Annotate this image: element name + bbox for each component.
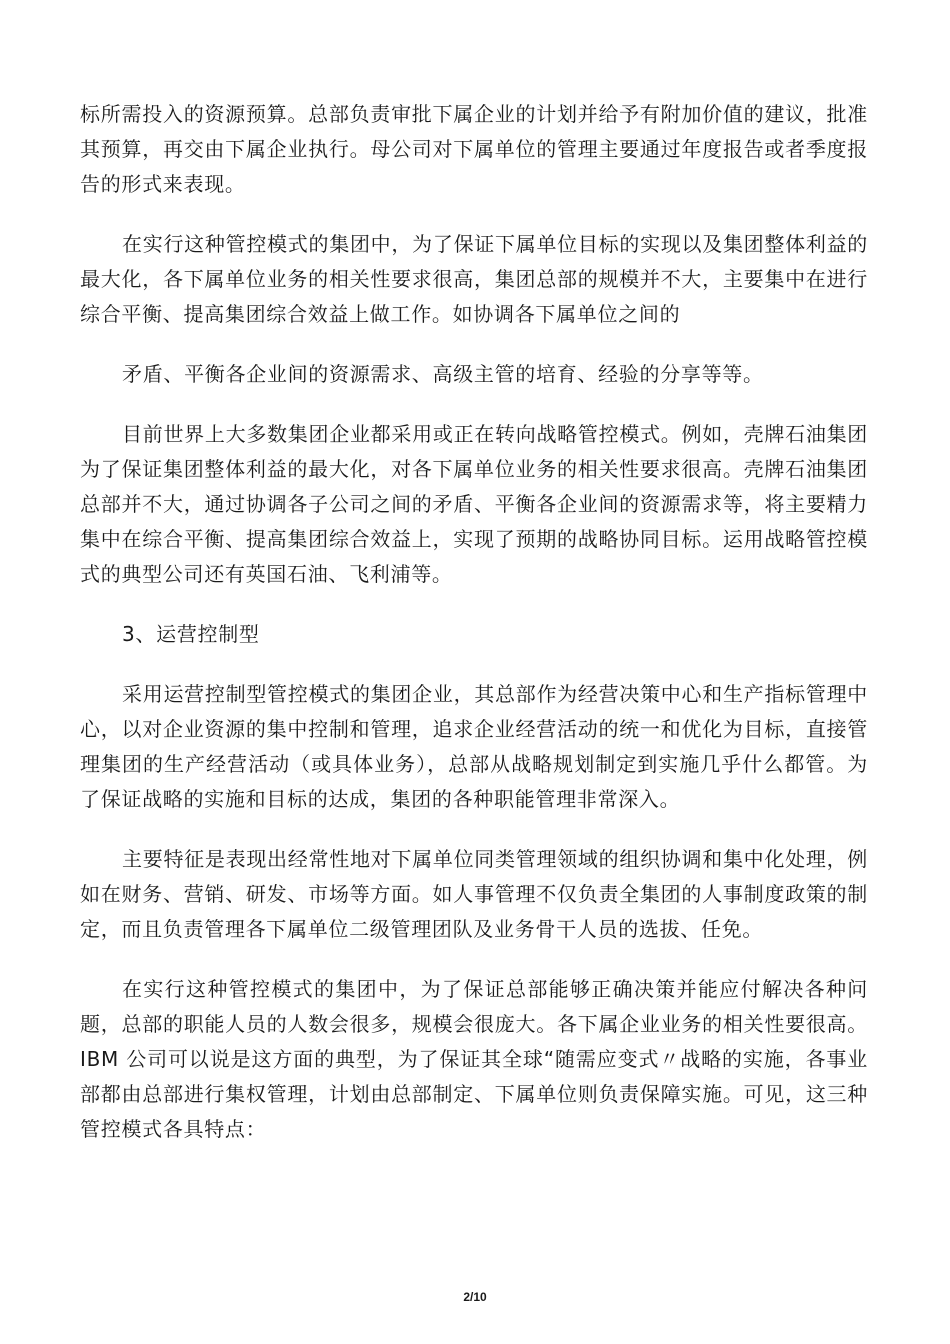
paragraph-shell-example: 目前世界上大多数集团企业都采用或正在转向战略管控模式。例如，壳牌石油集团为了保证集团整体利益的最大化，对各下属单位业务的相关性要求很高。壳牌石油集团总部并不大，通过协调各子公司之间的矛盾、平衡各企业间的资源需求等，将主要精力集中在综合平衡、提高集团综合效益上，实现了预期的战略协同目标。运用战略管控模式的典型公司还有英国石油、飞利浦等。 bbox=[80, 422, 868, 586]
page-number: 2/10 bbox=[463, 1290, 487, 1304]
document-body bbox=[80, 97, 868, 1172]
paragraph-ibm-example: 在实行这种管控模式的集团中，为了保证总部能够正确决策并能应付解决各种问题，总部的职能人员的人数会很多，规模会很庞大。各下属企业业务的相关性要很高。IBM 公司可以说是这方面的典型，为了保证其全球“随需应变式〃战略的实施，各事业部都由总部进行集权管理，计划由总部制定、下属单位则负责保障实施。可见，这三种管控模式各具特点： bbox=[80, 977, 868, 1141]
paragraph-operational-features: 主要特征是表现出经常性地对下属单位同类管理领域的组织协调和集中化处理，例如在财务、营销、研发、市场等方面。如人事管理不仅负责全集团的人事制度政策的制定，而且负责管理各下属单位二级管理团队及业务骨干人员的选拔、任免。 bbox=[80, 847, 868, 941]
section-heading-operational-control: 3、运营控制型 bbox=[122, 622, 260, 646]
paragraph-strategic-group-traits: 在实行这种管控模式的集团中，为了保证下属单位目标的实现以及集团整体利益的最大化，各下属单位业务的相关性要求很高，集团总部的规模并不大，主要集中在进行综合平衡、提高集团综合效益上做工作。如协调各下属单位之间的 bbox=[80, 232, 868, 326]
paragraph-coordination-list: 矛盾、平衡各企业间的资源需求、高级主管的培育、经验的分享等等。 bbox=[122, 362, 764, 386]
paragraph-budget-continuation: 标所需投入的资源预算。总部负责审批下属企业的计划并给予有附加价值的建议，批准其预算，再交由下属企业执行。母公司对下属单位的管理主要通过年度报告或者季度报告的形式来表现。 bbox=[80, 102, 868, 196]
paragraph-operational-definition: 采用运营控制型管控模式的集团企业，其总部作为经营决策中心和生产指标管理中心，以对企业资源的集中控制和管理，追求企业经营活动的统一和优化为目标，直接管理集团的生产经营活动（或具体业务），总部从战略规划制定到实施几乎什么都管。为了保证战略的实施和目标的达成，集团的各种职能管理非常深入。 bbox=[80, 682, 868, 811]
